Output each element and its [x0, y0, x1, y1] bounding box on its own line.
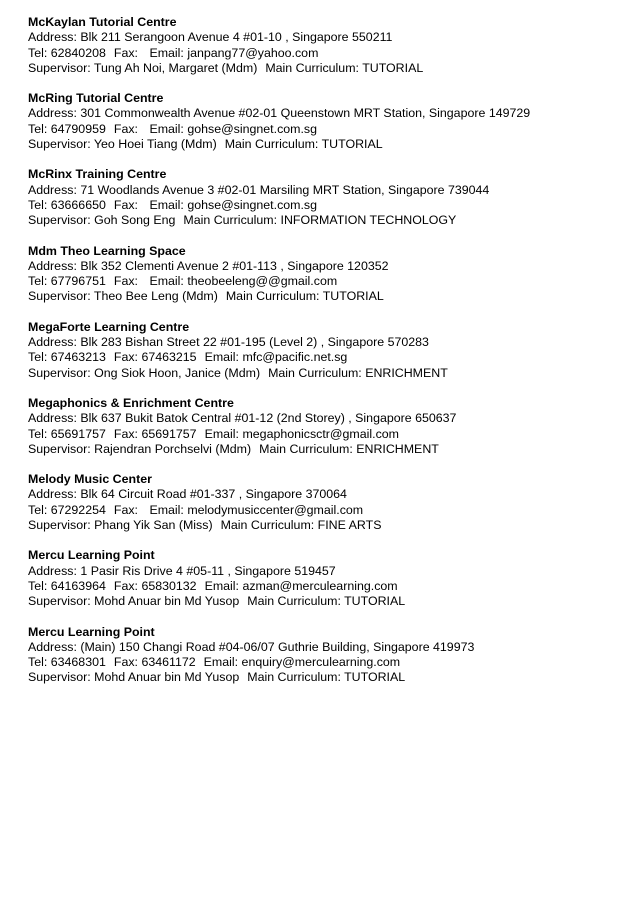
centre-entry [28, 167, 628, 228]
contact-line [28, 274, 628, 289]
address-label: Address: [28, 258, 77, 273]
supervisor-line [28, 594, 628, 609]
curriculum-label: Main Curriculum: [247, 594, 341, 609]
supervisor-label: Supervisor: [28, 137, 91, 152]
curriculum-value: INFORMATION TECHNOLOGY [280, 213, 457, 228]
address-label: Address: [28, 487, 77, 502]
address-label: Address: [28, 30, 77, 45]
email-value: janpang77@yahoo.com [187, 45, 319, 60]
tel-value: 67292254 [50, 502, 106, 517]
centre-name: McKaylan Tutorial Centre [28, 15, 177, 29]
address-label: Address: [28, 182, 77, 197]
tel-value: 67796751 [50, 274, 106, 289]
supervisor-value: Goh Song Eng [94, 213, 176, 228]
centre-entry [28, 244, 628, 305]
curriculum-value: TUTORIAL [344, 594, 406, 609]
email-value: gohse@singnet.com.sg [187, 121, 318, 136]
address-label: Address: [28, 563, 77, 578]
contact-line [28, 655, 628, 670]
address-line [28, 183, 628, 198]
tel-value: 65691757 [50, 426, 106, 441]
centre-name: McRinx Training Centre [28, 167, 167, 182]
address-line [28, 411, 628, 426]
address-line [28, 487, 628, 502]
fax-label: Fax: [113, 350, 138, 365]
tel-value: 63666650 [50, 197, 106, 212]
contact-line [28, 427, 628, 442]
email-label: Email: [149, 274, 184, 289]
tel-value: 62840208 [50, 45, 106, 60]
curriculum-value: ENRICHMENT [356, 441, 439, 456]
supervisor-value: Theo Bee Leng (Mdm) [93, 289, 218, 304]
tel-value: 63468301 [50, 655, 106, 670]
contact-line [28, 503, 628, 518]
email-label: Email: [149, 45, 184, 60]
address-label: Address: [28, 411, 77, 426]
tel-value: 64163964 [50, 578, 106, 593]
address-value: Blk 352 Clementi Avenue 2 #01-113 , Singapore 120352 [80, 258, 389, 273]
address-label: Address: [28, 639, 77, 654]
address-line [28, 564, 628, 579]
address-line [28, 640, 628, 655]
contact-line [28, 122, 628, 137]
centre-entry [28, 15, 628, 76]
tel-label: Tel: [28, 350, 48, 365]
curriculum-value: TUTORIAL [362, 60, 424, 75]
curriculum-label: Main Curriculum: [225, 289, 320, 304]
centre-entry [28, 91, 628, 152]
email-value: mfc@pacific.net.sg [242, 350, 348, 365]
centre-entry [28, 548, 628, 609]
centre-name: Megaphonics & Enrichment Centre [28, 395, 234, 410]
fax-label: Fax: [113, 274, 138, 289]
centre-name: MegaForte Learning Centre [28, 319, 190, 334]
centre-name: Mercu Learning Point [28, 624, 155, 639]
email-label: Email: [204, 578, 240, 593]
address-label: Address: [28, 106, 77, 121]
supervisor-label: Supervisor: [28, 441, 91, 456]
supervisor-label: Supervisor: [28, 213, 91, 228]
supervisor-value: Mohd Anuar bin Md Yusop [94, 670, 240, 685]
address-value: Blk 64 Circuit Road #01-337 , Singapore 370064 [80, 487, 347, 502]
centre-name: Mercu Learning Point [28, 548, 155, 563]
supervisor-line [28, 442, 628, 457]
fax-value: 65830132 [141, 578, 197, 593]
centre-entry [28, 472, 628, 533]
centre-name: Melody Music Center [28, 472, 152, 487]
fax-value: 65691757 [141, 426, 197, 441]
supervisor-line [28, 366, 628, 381]
curriculum-label: Main Curriculum: [220, 518, 315, 533]
curriculum-value: TUTORIAL [321, 137, 383, 152]
supervisor-value: Mohd Anuar bin Md Yusop [94, 594, 240, 609]
address-line [28, 335, 628, 350]
tel-value: 67463213 [50, 350, 106, 365]
address-value: 301 Commonwealth Avenue #02-01 Queenstown MRT Station, Singapore 149729 [80, 106, 531, 121]
email-label: Email: [204, 350, 240, 365]
curriculum-label: Main Curriculum: [265, 60, 359, 75]
email-value: megaphonicsctr@gmail.com [242, 426, 399, 441]
contact-line [28, 46, 628, 61]
supervisor-label: Supervisor: [28, 60, 91, 75]
address-value: Blk 637 Bukit Batok Central #01-12 (2nd Storey) , Singapore 650637 [80, 411, 457, 426]
contact-line [28, 350, 628, 365]
supervisor-line [28, 61, 628, 76]
fax-label: Fax: [113, 121, 138, 136]
tel-label: Tel: [28, 45, 48, 60]
contact-line [28, 198, 628, 213]
fax-label: Fax: [113, 502, 138, 517]
address-value: (Main) 150 Changi Road #04-06/07 Guthrie Building, Singapore 419973 [80, 639, 475, 654]
supervisor-line [28, 137, 628, 152]
fax-value: 63461172 [141, 655, 196, 670]
fax-label: Fax: [113, 426, 138, 441]
supervisor-value: Rajendran Porchselvi (Mdm) [94, 441, 252, 456]
supervisor-line [28, 213, 628, 228]
curriculum-value: FINE ARTS [317, 518, 382, 533]
supervisor-label: Supervisor: [28, 289, 91, 304]
tel-label: Tel: [28, 502, 48, 517]
tel-label: Tel: [28, 121, 48, 136]
fax-label: Fax: [113, 655, 138, 670]
address-value: Blk 283 Bishan Street 22 #01-195 (Level 2) , Singapore 570283 [80, 335, 429, 350]
supervisor-label: Supervisor: [28, 594, 91, 609]
email-label: Email: [149, 197, 184, 212]
centre-name: McRing Tutorial Centre [28, 91, 164, 106]
tel-label: Tel: [28, 426, 48, 441]
supervisor-line [28, 289, 628, 304]
address-value: 1 Pasir Ris Drive 4 #05-11 , Singapore 519457 [80, 563, 336, 578]
address-label: Address: [28, 335, 77, 350]
supervisor-value: Phang Yik San (Miss) [94, 518, 213, 533]
curriculum-value: TUTORIAL [344, 670, 406, 685]
curriculum-label: Main Curriculum: [224, 137, 319, 152]
centre-entry [28, 396, 628, 457]
directory-page [28, 15, 628, 701]
supervisor-label: Supervisor: [28, 670, 91, 685]
email-value: melodymusiccenter@gmail.com [187, 502, 364, 517]
address-line [28, 30, 628, 45]
email-label: Email: [149, 502, 184, 517]
centre-entry [28, 320, 628, 381]
tel-label: Tel: [28, 578, 48, 593]
centre-name: Mdm Theo Learning Space [28, 243, 186, 258]
email-value: gohse@singnet.com.sg [187, 197, 318, 212]
email-value: theobeeleng@@gmail.com [187, 274, 338, 289]
fax-label: Fax: [113, 45, 138, 60]
email-label: Email: [203, 655, 239, 670]
email-label: Email: [149, 121, 184, 136]
curriculum-value: TUTORIAL [322, 289, 384, 304]
supervisor-label: Supervisor: [28, 365, 91, 380]
centre-entry [28, 625, 628, 686]
address-value: Blk 211 Serangoon Avenue 4 #01-10 , Singapore 550211 [80, 30, 393, 45]
email-value: azman@merculearning.com [242, 578, 398, 593]
address-line [28, 106, 628, 121]
email-label: Email: [204, 426, 240, 441]
curriculum-label: Main Curriculum: [247, 670, 341, 685]
fax-label: Fax: [113, 197, 138, 212]
supervisor-value: Tung Ah Noi, Margaret (Mdm) [93, 60, 258, 75]
curriculum-value: ENRICHMENT [365, 365, 448, 380]
supervisor-line [28, 518, 628, 533]
tel-label: Tel: [28, 274, 48, 289]
supervisor-line [28, 670, 628, 685]
supervisor-value: Ong Siok Hoon, Janice (Mdm) [94, 365, 261, 380]
curriculum-label: Main Curriculum: [268, 365, 362, 380]
tel-label: Tel: [28, 655, 48, 670]
fax-label: Fax: [113, 578, 138, 593]
contact-line [28, 579, 628, 594]
supervisor-label: Supervisor: [28, 518, 91, 533]
curriculum-label: Main Curriculum: [259, 441, 353, 456]
fax-value: 67463215 [141, 350, 197, 365]
tel-value: 64790959 [50, 121, 106, 136]
tel-label: Tel: [28, 197, 48, 212]
address-value: 71 Woodlands Avenue 3 #02-01 Marsiling MRT Station, Singapore 739044 [80, 182, 490, 197]
address-line [28, 259, 628, 274]
email-value: enquiry@merculearning.com [241, 655, 401, 670]
curriculum-label: Main Curriculum: [183, 213, 278, 228]
supervisor-value: Yeo Hoei Tiang (Mdm) [93, 137, 217, 152]
